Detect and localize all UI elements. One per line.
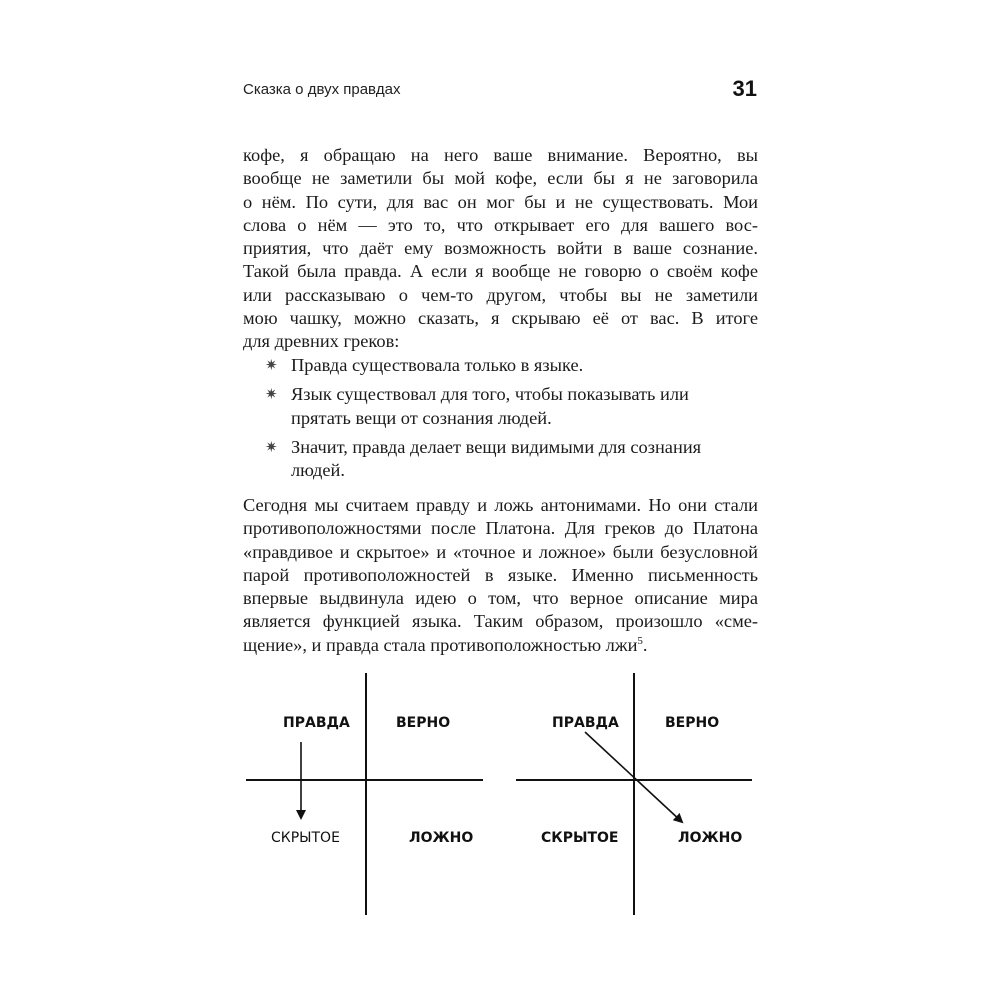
end-punctuation: . [642,634,648,655]
text-line-content: щение», и правда стала противоположностью лжи [243,634,638,655]
text-line: мою чашку, можно сказать, я скрываю её от вас. В итоге [243,308,758,329]
text-line: слова о нём — это то, что открывает его для вашего вос- [243,214,758,235]
text-line: для древних греков: [243,331,400,352]
page-number: 31 [732,76,757,101]
text-line: о нём. По сути, для вас он мог бы и не существовать. Мои [243,191,758,212]
label-truth: ПРАВДА [283,715,350,731]
text-line: кофе, я обращаю на него ваше внимание. Вероятно, вы [243,145,758,165]
label-correct: ВЕРНО [665,715,720,731]
bullet-text: прятать вещи от сознания людей. [291,407,552,428]
star-bullet-icon: ✷ [265,437,278,456]
star-bullet-icon: ✷ [265,385,278,404]
bullet-text: Значит, правда делает вещи видимыми для сознания [291,436,702,457]
text-line: парой противоположностей в языке. Именно письменность [243,564,758,585]
text-line: приятия, что даёт ему возможность войти в ваше сознание. [243,238,758,259]
label-hidden: СКРЫТОЕ [541,830,619,846]
text-line: «правдивое и скрытое» и «точное и ложное» были безусловной [243,541,758,562]
diagram-right [516,673,752,915]
text-line: впервые выдвинула идею о том, что верное описание мира [243,588,758,609]
diagram-left [246,673,483,915]
label-hidden: СКРЫТОЕ [271,830,340,846]
bullet-text: Правда существовала только в языке. [291,355,584,375]
bullet-text: Язык существовал для того, чтобы показывать или [291,384,689,405]
text-line: является функцией языка. Таким образом, произошло «сме- [243,611,758,632]
footnote-ref: 5 [637,634,643,647]
text-line: Такой была правда. А если я вообще не говорю о своём кофе [243,261,758,282]
bullet-text: людей. [291,460,345,481]
star-bullet-icon: ✷ [265,356,278,374]
label-false: ЛОЖНО [409,830,474,846]
label-correct: ВЕРНО [396,715,451,731]
text-line: вообще не заметили бы мой кофе, если бы я не заговорила [243,168,758,189]
text-line: противоположностями после Платона. Для греков до Платона [243,518,758,539]
text-line: или рассказываю о чем-то другом, чтобы вы не заметили [243,284,758,305]
label-false: ЛОЖНО [678,830,743,846]
label-truth: ПРАВДА [552,715,619,731]
text-line: Сегодня мы считаем правду и ложь антонимами. Но они стали [243,495,758,515]
running-head: Сказка о двух правдах [243,81,401,98]
